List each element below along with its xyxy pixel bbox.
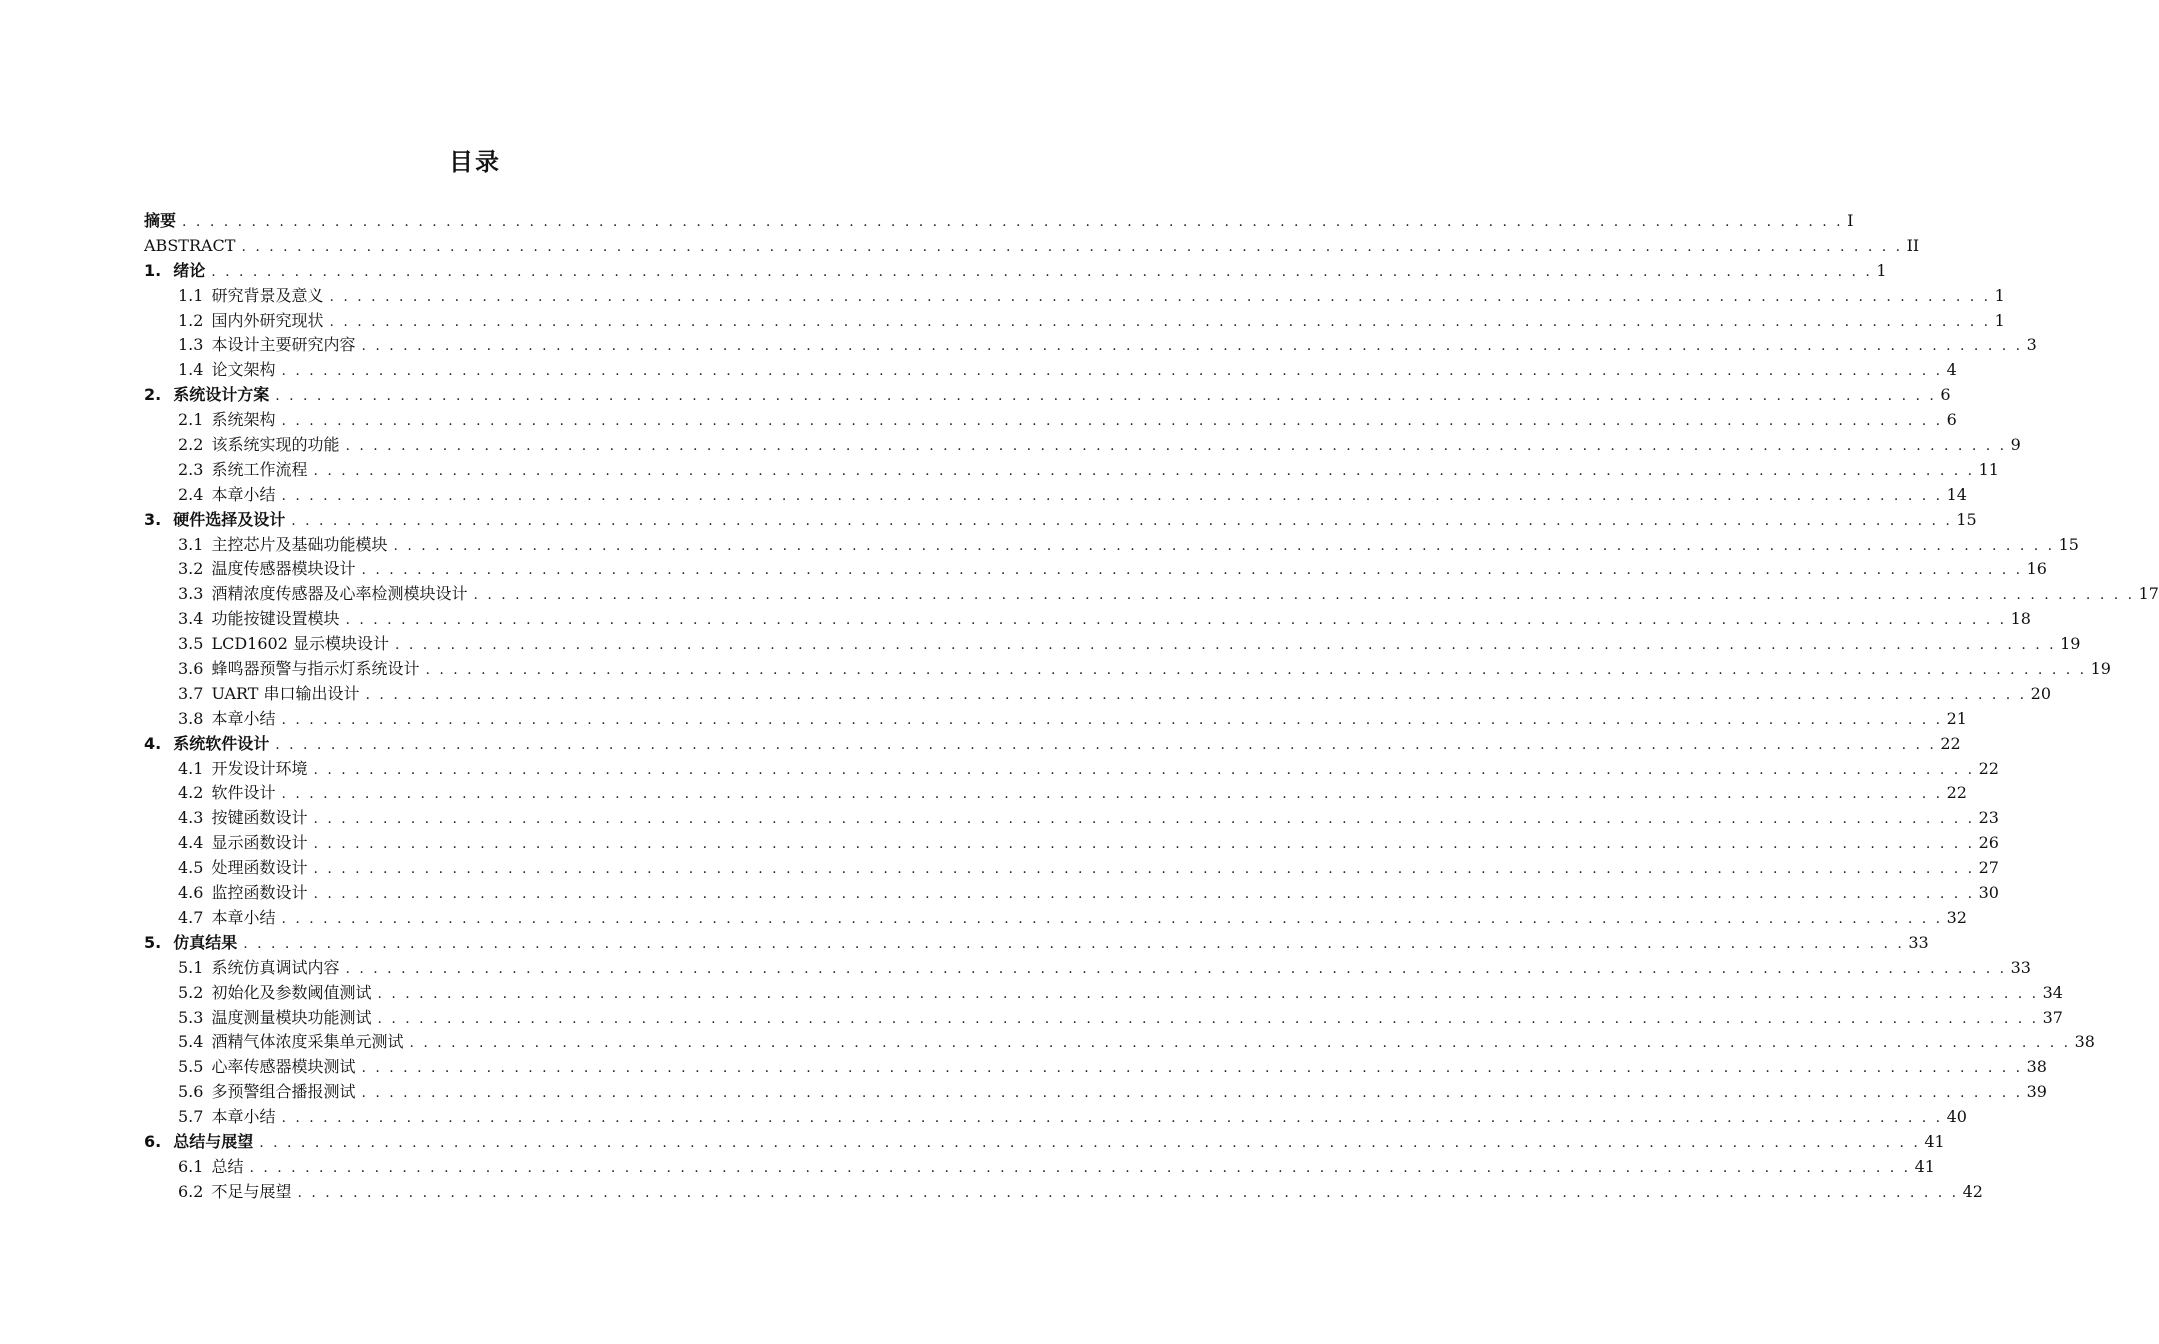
toc-section-entry[interactable] [144, 881, 1999, 906]
dot-leader: . . . . . . . . . . . . . . . . . . . . . . . . . . . . . . . . . . . . . . . . . . . . . . . . . . . . . . . . . . . . . . . . . . . . . . . . . . . . . . . . . . . . . . . . . . . . . . . . . . . . . . . . . . . . . . . . . . . . . . . . [313, 836, 1975, 853]
entry-title: 本章小结 [211, 484, 276, 504]
entry-number: 3.5 [178, 634, 204, 654]
dot-leader: . . . . . . . . . . . . . . . . . . . . . . . . . . . . . . . . . . . . . . . . . . . . . . . . . . . . . . . . . . . . . . . . . . . . . . . . . . . . . . . . . . . . . . . . . . . . . . . . . . . . . . . . . . . . . . . . . . . . . . . . [313, 462, 1975, 479]
entry-number: 1. [144, 260, 162, 280]
page-number: 33 [2010, 957, 2031, 977]
entry-title: 主控芯片及基础功能模块 [211, 534, 388, 554]
entry-title: 多预警组合播报测试 [211, 1082, 356, 1102]
entry-number: 5.6 [178, 1082, 204, 1102]
entry-number: 6.2 [178, 1181, 204, 1201]
toc-section-entry[interactable] [144, 309, 2005, 334]
page-number: 27 [1978, 858, 1999, 878]
page-number: 1 [1876, 260, 1887, 280]
dot-leader: . . . . . . . . . . . . . . . . . . . . . . . . . . . . . . . . . . . . . . . . . . . . . . . . . . . . . . . . . . . . . . . . . . . . . . . . . . . . . . . . . . . . . . . . . . . . . . . . . . . . . . . . . . . . . . . . . . . . . . . . [281, 711, 1943, 728]
page-title: 目录 [449, 148, 501, 176]
entry-title: 开发设计环境 [211, 758, 308, 778]
page-number: 37 [2042, 1007, 2063, 1027]
entry-title: 研究背景及意义 [211, 285, 324, 305]
dot-leader: . . . . . . . . . . . . . . . . . . . . . . . . . . . . . . . . . . . . . . . . . . . . . . . . . . . . . . . . . . . . . . . . . . . . . . . . . . . . . . . . . . . . . . . . . . . . . . . . . . . . . . . . . . . . . . . . . . . . . . . . [281, 910, 1943, 927]
dot-leader: . . . . . . . . . . . . . . . . . . . . . . . . . . . . . . . . . . . . . . . . . . . . . . . . . . . . . . . . . . . . . . . . . . . . . . . . . . . . . . . . . . . . . . . . . . . . . . . . . . . . . . . . . . . . . . . . . . . . . . . . [313, 886, 1975, 903]
page-number: 11 [1978, 459, 1999, 479]
page-number: 39 [2026, 1082, 2047, 1102]
entry-title: 该系统实现的功能 [211, 435, 340, 455]
dot-leader: . . . . . . . . . . . . . . . . . . . . . . . . . . . . . . . . . . . . . . . . . . . . . . . . . . . . . . . . . . . . . . . . . . . . . . . . . . . . . . . . . . . . . . . . . . . . . . . . . . . . . . . . . . . . . . . . . . . . . . . . [377, 985, 2039, 1002]
entry-number: 4.1 [178, 758, 204, 778]
entry-title: UART 串口输出设计 [211, 683, 360, 703]
toc-section-entry[interactable] [144, 981, 2063, 1006]
entry-title: 总结与展望 [173, 1131, 254, 1151]
dot-leader: . . . . . . . . . . . . . . . . . . . . . . . . . . . . . . . . . . . . . . . . . . . . . . . . . . . . . . . . . . . . . . . . . . . . . . . . . . . . . . . . . . . . . . . . . . . . . . . . . . . . . . . . . . . . . . . . . . . . . . . . [329, 288, 1991, 305]
dot-leader: . . . . . . . . . . . . . . . . . . . . . . . . . . . . . . . . . . . . . . . . . . . . . . . . . . . . . . . . . . . . . . . . . . . . . . . . . . . . . . . . . . . . . . . . . . . . . . . . . . . . . . . . . . . . . . . . . . . . . . . . [329, 313, 1991, 330]
entry-number: 1.1 [178, 285, 204, 305]
page-number: 19 [2090, 659, 2111, 679]
toc-section-entry[interactable] [144, 781, 1967, 806]
entry-number: 4.6 [178, 883, 204, 903]
toc-chapter-entry[interactable] [144, 209, 1854, 234]
entry-number: 4. [144, 733, 162, 753]
entry-title: 摘要 [144, 211, 177, 230]
entry-title: 初始化及参数阈值测试 [211, 982, 372, 1002]
toc-chapter-entry[interactable] [144, 931, 1929, 956]
toc-chapter-entry[interactable] [144, 234, 1920, 259]
page-number: 21 [1946, 708, 1967, 728]
toc-section-entry[interactable] [144, 1180, 1983, 1205]
toc-section-entry[interactable] [144, 1155, 1935, 1180]
entry-title: 系统软件设计 [173, 733, 270, 753]
entry-number: 5.4 [178, 1032, 204, 1052]
entry-title: 心率传感器模块测试 [211, 1057, 356, 1077]
dot-leader: . . . . . . . . . . . . . . . . . . . . . . . . . . . . . . . . . . . . . . . . . . . . . . . . . . . . . . . . . . . . . . . . . . . . . . . . . . . . . . . . . . . . . . . . . . . . . . . . . . . . . . . . . . . . . . . . . . . . . . . . [361, 1060, 2023, 1077]
dot-leader: . . . . . . . . . . . . . . . . . . . . . . . . . . . . . . . . . . . . . . . . . . . . . . . . . . . . . . . . . . . . . . . . . . . . . . . . . . . . . . . . . . . . . . . . . . . . . . . . . . . . . . . . . . . . . . . . . . . . . . . . [425, 662, 2087, 679]
entry-number: 3. [144, 509, 162, 529]
toc-chapter-entry[interactable] [144, 1130, 1945, 1155]
dot-leader: . . . . . . . . . . . . . . . . . . . . . . . . . . . . . . . . . . . . . . . . . . . . . . . . . . . . . . . . . . . . . . . . . . . . . . . . . . . . . . . . . . . . . . . . . . . . . . . . . . . . . . . . . . . . . . . . . . . . . . . . [249, 1159, 1911, 1176]
toc-section-entry[interactable] [144, 906, 1967, 931]
entry-number: 3.8 [178, 708, 204, 728]
toc-section-entry[interactable] [144, 806, 1999, 831]
entry-number: 2.4 [178, 484, 204, 504]
entry-number: 5.5 [178, 1057, 204, 1077]
toc-section-entry[interactable] [144, 1055, 2047, 1080]
page-number: 23 [1978, 808, 1999, 828]
toc-section-entry[interactable] [144, 682, 2051, 707]
entry-number: 4.3 [178, 808, 204, 828]
entry-title: 温度传感器模块设计 [211, 559, 356, 579]
page-number: 30 [1978, 883, 1999, 903]
toc-section-entry[interactable] [144, 358, 1957, 383]
entry-number: 4.2 [178, 783, 204, 803]
entry-title: 系统仿真调试内容 [211, 957, 340, 977]
page-number: 15 [2058, 534, 2079, 554]
toc-chapter-entry[interactable] [144, 383, 1951, 408]
entry-title: 本章小结 [211, 907, 276, 927]
page-number: 26 [1978, 833, 1999, 853]
entry-number: 6. [144, 1131, 162, 1151]
page-number: II [1906, 235, 1920, 255]
dot-leader: . . . . . . . . . . . . . . . . . . . . . . . . . . . . . . . . . . . . . . . . . . . . . . . . . . . . . . . . . . . . . . . . . . . . . . . . . . . . . . . . . . . . . . . . . . . . . . . . . . . . . . . . . . . . . . . . . . . . . . . . [291, 512, 1953, 529]
toc-section-entry[interactable] [144, 458, 1999, 483]
entry-number: 6.1 [178, 1156, 204, 1176]
entry-title: 酒精浓度传感器及心率检测模块设计 [211, 584, 468, 604]
dot-leader: . . . . . . . . . . . . . . . . . . . . . . . . . . . . . . . . . . . . . . . . . . . . . . . . . . . . . . . . . . . . . . . . . . . . . . . . . . . . . . . . . . . . . . . . . . . . . . . . . . . . . . . . . . . . . . . . . . . . . . . . [361, 1085, 2023, 1102]
toc-section-entry[interactable] [144, 483, 1967, 508]
entry-number: 3.6 [178, 659, 204, 679]
dot-leader: . . . . . . . . . . . . . . . . . . . . . . . . . . . . . . . . . . . . . . . . . . . . . . . . . . . . . . . . . . . . . . . . . . . . . . . . . . . . . . . . . . . . . . . . . . . . . . . . . . . . . . . . . . . . . . . . . . . . . . . . [241, 238, 1903, 255]
page-number: 42 [1962, 1181, 1983, 1201]
dot-leader: . . . . . . . . . . . . . . . . . . . . . . . . . . . . . . . . . . . . . . . . . . . . . . . . . . . . . . . . . . . . . . . . . . . . . . . . . . . . . . . . . . . . . . . . . . . . . . . . . . . . . . . . . . . . . . . . . . . . . . . . [377, 1010, 2039, 1027]
dot-leader: . . . . . . . . . . . . . . . . . . . . . . . . . . . . . . . . . . . . . . . . . . . . . . . . . . . . . . . . . . . . . . . . . . . . . . . . . . . . . . . . . . . . . . . . . . . . . . . . . . . . . . . . . . . . . . . . . . . . . . . . [275, 388, 1937, 405]
dot-leader: . . . . . . . . . . . . . . . . . . . . . . . . . . . . . . . . . . . . . . . . . . . . . . . . . . . . . . . . . . . . . . . . . . . . . . . . . . . . . . . . . . . . . . . . . . . . . . . . . . . . . . . . . . . . . . . . . . . . . . . . [313, 811, 1975, 828]
entry-number: 4.7 [178, 907, 204, 927]
dot-leader: . . . . . . . . . . . . . . . . . . . . . . . . . . . . . . . . . . . . . . . . . . . . . . . . . . . . . . . . . . . . . . . . . . . . . . . . . . . . . . . . . . . . . . . . . . . . . . . . . . . . . . . . . . . . . . . . . . . . . . . . [393, 537, 2055, 554]
entry-title: 总结 [211, 1156, 244, 1176]
dot-leader: . . . . . . . . . . . . . . . . . . . . . . . . . . . . . . . . . . . . . . . . . . . . . . . . . . . . . . . . . . . . . . . . . . . . . . . . . . . . . . . . . . . . . . . . . . . . . . . . . . . . . . . . . . . . . . . . . . . . . . . . [281, 487, 1943, 504]
entry-title: 按键函数设计 [211, 808, 308, 828]
page-number: 1 [1994, 310, 2005, 330]
entry-title: 本章小结 [211, 1107, 276, 1127]
dot-leader: . . . . . . . . . . . . . . . . . . . . . . . . . . . . . . . . . . . . . . . . . . . . . . . . . . . . . . . . . . . . . . . . . . . . . . . . . . . . . . . . . . . . . . . . . . . . . . . . . . . . . . . . . . . . . . . . . . . . . . . . [394, 637, 2057, 654]
entry-number: 5. [144, 932, 162, 952]
dot-leader: . . . . . . . . . . . . . . . . . . . . . . . . . . . . . . . . . . . . . . . . . . . . . . . . . . . . . . . . . . . . . . . . . . . . . . . . . . . . . . . . . . . . . . . . . . . . . . . . . . . . . . . . . . . . . . . . . . . . . . . . [275, 736, 1937, 753]
page-number: 19 [2060, 634, 2081, 654]
entry-title: 系统设计方案 [173, 385, 270, 405]
toc-chapter-entry[interactable] [144, 732, 1961, 757]
dot-leader: . . . . . . . . . . . . . . . . . . . . . . . . . . . . . . . . . . . . . . . . . . . . . . . . . . . . . . . . . . . . . . . . . . . . . . . . . . . . . . . . . . . . . . . . . . . . . . . . . . . . . . . . . . . . . . . . . . . . . . . . [281, 413, 1943, 430]
page-number: 15 [1956, 509, 1977, 529]
page-number: 17 [2138, 584, 2159, 604]
page-number: 22 [1978, 758, 1999, 778]
entry-number: 1.2 [178, 310, 204, 330]
entry-title: 仿真结果 [173, 932, 238, 952]
dot-leader: . . . . . . . . . . . . . . . . . . . . . . . . . . . . . . . . . . . . . . . . . . . . . . . . . . . . . . . . . . . . . . . . . . . . . . . . . . . . . . . . . . . . . . . . . . . . . . . . . . . . . . . . . . . . . . . . . . . . . . . . [281, 786, 1943, 803]
dot-leader: . . . . . . . . . . . . . . . . . . . . . . . . . . . . . . . . . . . . . . . . . . . . . . . . . . . . . . . . . . . . . . . . . . . . . . . . . . . . . . . . . . . . . . . . . . . . . . . . . . . . . . . . . . . . . . . . . . . . . . . . [211, 263, 1873, 280]
page-number: I [1847, 211, 1854, 230]
entry-title: 硬件选择及设计 [173, 509, 286, 529]
toc-chapter-entry[interactable] [144, 508, 1977, 533]
page-number: 38 [2074, 1032, 2095, 1052]
entry-number: 3.7 [178, 683, 204, 703]
dot-leader: . . . . . . . . . . . . . . . . . . . . . . . . . . . . . . . . . . . . . . . . . . . . . . . . . . . . . . . . . . . . . . . . . . . . . . . . . . . . . . . . . . . . . . . . . . . . . . . . . . . . . . . . . . . . . . . . . . . . . . . . [182, 214, 1844, 230]
entry-title: 本设计主要研究内容 [211, 335, 356, 355]
entry-number: 3.2 [178, 559, 204, 579]
page-number: 3 [2026, 335, 2037, 355]
entry-title: 蜂鸣器预警与指示灯系统设计 [211, 659, 420, 679]
page-number: 18 [2010, 609, 2031, 629]
dot-leader: . . . . . . . . . . . . . . . . . . . . . . . . . . . . . . . . . . . . . . . . . . . . . . . . . . . . . . . . . . . . . . . . . . . . . . . . . . . . . . . . . . . . . . . . . . . . . . . . . . . . . . . . . . . . . . . . . . . . . . . . [365, 686, 2027, 703]
toc-section-entry[interactable] [144, 1006, 2063, 1031]
toc-section-entry[interactable] [144, 956, 2031, 981]
entry-number: 2. [144, 385, 162, 405]
page-number: 6 [1940, 385, 1951, 405]
entry-number: 3.4 [178, 609, 204, 629]
toc-section-entry[interactable] [144, 582, 2159, 607]
entry-title: 系统架构 [211, 410, 276, 430]
entry-number: 1.3 [178, 335, 204, 355]
entry-title: 功能按键设置模块 [211, 609, 340, 629]
page-number: 34 [2042, 982, 2063, 1002]
page-number: 4 [1946, 360, 1957, 380]
entry-number: 3.3 [178, 584, 204, 604]
toc-section-entry[interactable] [144, 533, 2079, 558]
toc-section-entry[interactable] [144, 408, 1957, 433]
entry-title: 论文架构 [211, 360, 276, 380]
entry-number: 3.1 [178, 534, 204, 554]
page-number: 14 [1946, 484, 1967, 504]
entry-title: 系统工作流程 [211, 459, 308, 479]
page-number: 41 [1924, 1131, 1945, 1151]
dot-leader: . . . . . . . . . . . . . . . . . . . . . . . . . . . . . . . . . . . . . . . . . . . . . . . . . . . . . . . . . . . . . . . . . . . . . . . . . . . . . . . . . . . . . . . . . . . . . . . . . . . . . . . . . . . . . . . . . . . . . . . . [409, 1035, 2071, 1052]
page-number: 40 [1946, 1107, 1967, 1127]
toc-section-entry[interactable] [144, 757, 1999, 782]
entry-title: ABSTRACT [144, 235, 236, 255]
entry-number: 5.7 [178, 1107, 204, 1127]
entry-title: 不足与展望 [211, 1181, 292, 1201]
dot-leader: . . . . . . . . . . . . . . . . . . . . . . . . . . . . . . . . . . . . . . . . . . . . . . . . . . . . . . . . . . . . . . . . . . . . . . . . . . . . . . . . . . . . . . . . . . . . . . . . . . . . . . . . . . . . . . . . . . . . . . . . [313, 761, 1975, 778]
page-number: 22 [1940, 733, 1961, 753]
dot-leader: . . . . . . . . . . . . . . . . . . . . . . . . . . . . . . . . . . . . . . . . . . . . . . . . . . . . . . . . . . . . . . . . . . . . . . . . . . . . . . . . . . . . . . . . . . . . . . . . . . . . . . . . . . . . . . . . . . . . . . . . [297, 1184, 1959, 1201]
entry-title: 酒精气体浓度采集单元测试 [211, 1032, 404, 1052]
entry-title: 本章小结 [211, 708, 276, 728]
toc-section-entry[interactable] [144, 1105, 1967, 1130]
toc-section-entry[interactable] [144, 557, 2047, 582]
page-number: 1 [1994, 285, 2005, 305]
dot-leader: . . . . . . . . . . . . . . . . . . . . . . . . . . . . . . . . . . . . . . . . . . . . . . . . . . . . . . . . . . . . . . . . . . . . . . . . . . . . . . . . . . . . . . . . . . . . . . . . . . . . . . . . . . . . . . . . . . . . . . . . [281, 1110, 1943, 1127]
page-number: 6 [1946, 410, 1957, 430]
dot-leader: . . . . . . . . . . . . . . . . . . . . . . . . . . . . . . . . . . . . . . . . . . . . . . . . . . . . . . . . . . . . . . . . . . . . . . . . . . . . . . . . . . . . . . . . . . . . . . . . . . . . . . . . . . . . . . . . . . . . . . . . [313, 861, 1975, 878]
entry-title: LCD1602 显示模块设计 [211, 634, 389, 654]
toc-section-entry[interactable] [144, 284, 2005, 309]
entry-title: 显示函数设计 [211, 833, 308, 853]
dot-leader: . . . . . . . . . . . . . . . . . . . . . . . . . . . . . . . . . . . . . . . . . . . . . . . . . . . . . . . . . . . . . . . . . . . . . . . . . . . . . . . . . . . . . . . . . . . . . . . . . . . . . . . . . . . . . . . . . . . . . . . . [361, 338, 2023, 355]
dot-leader: . . . . . . . . . . . . . . . . . . . . . . . . . . . . . . . . . . . . . . . . . . . . . . . . . . . . . . . . . . . . . . . . . . . . . . . . . . . . . . . . . . . . . . . . . . . . . . . . . . . . . . . . . . . . . . . . . . . . . . . . [281, 363, 1943, 380]
entry-title: 温度测量模块功能测试 [211, 1007, 372, 1027]
toc-section-entry[interactable] [144, 831, 1999, 856]
page-number: 38 [2026, 1057, 2047, 1077]
page-number: 22 [1946, 783, 1967, 803]
dot-leader: . . . . . . . . . . . . . . . . . . . . . . . . . . . . . . . . . . . . . . . . . . . . . . . . . . . . . . . . . . . . . . . . . . . . . . . . . . . . . . . . . . . . . . . . . . . . . . . . . . . . . . . . . . . . . . . . . . . . . . . . [259, 1134, 1921, 1151]
dot-leader: . . . . . . . . . . . . . . . . . . . . . . . . . . . . . . . . . . . . . . . . . . . . . . . . . . . . . . . . . . . . . . . . . . . . . . . . . . . . . . . . . . . . . . . . . . . . . . . . . . . . . . . . . . . . . . . . . . . . . . . . [345, 438, 2007, 455]
page-number: 41 [1914, 1156, 1935, 1176]
entry-number: 1.4 [178, 360, 204, 380]
entry-title: 监控函数设计 [211, 883, 308, 903]
toc-section-entry[interactable] [144, 1080, 2047, 1105]
entry-title: 绪论 [173, 260, 206, 280]
dot-leader: . . . . . . . . . . . . . . . . . . . . . . . . . . . . . . . . . . . . . . . . . . . . . . . . . . . . . . . . . . . . . . . . . . . . . . . . . . . . . . . . . . . . . . . . . . . . . . . . . . . . . . . . . . . . . . . . . . . . . . . . [345, 960, 2007, 977]
page-number: 9 [2010, 435, 2021, 455]
entry-number: 5.3 [178, 1007, 204, 1027]
entry-number: 2.3 [178, 459, 204, 479]
entry-number: 5.2 [178, 982, 204, 1002]
toc-section-entry[interactable] [144, 433, 2021, 458]
toc-section-entry[interactable] [144, 707, 1967, 732]
toc-section-entry[interactable] [144, 632, 2081, 657]
toc-section-entry[interactable] [144, 657, 2111, 682]
entry-title: 软件设计 [211, 783, 276, 803]
entry-number: 2.2 [178, 435, 204, 455]
page-number: 16 [2026, 559, 2047, 579]
entry-number: 2.1 [178, 410, 204, 430]
table-of-contents [144, 209, 2159, 1205]
entry-title: 处理函数设计 [211, 858, 308, 878]
page-number: 32 [1946, 907, 1967, 927]
dot-leader: . . . . . . . . . . . . . . . . . . . . . . . . . . . . . . . . . . . . . . . . . . . . . . . . . . . . . . . . . . . . . . . . . . . . . . . . . . . . . . . . . . . . . . . . . . . . . . . . . . . . . . . . . . . . . . . . . . . . . . . . [243, 935, 1905, 952]
entry-title: 国内外研究现状 [211, 310, 324, 330]
dot-leader: . . . . . . . . . . . . . . . . . . . . . . . . . . . . . . . . . . . . . . . . . . . . . . . . . . . . . . . . . . . . . . . . . . . . . . . . . . . . . . . . . . . . . . . . . . . . . . . . . . . . . . . . . . . . . . . . . . . . . . . . [361, 562, 2023, 579]
dot-leader: . . . . . . . . . . . . . . . . . . . . . . . . . . . . . . . . . . . . . . . . . . . . . . . . . . . . . . . . . . . . . . . . . . . . . . . . . . . . . . . . . . . . . . . . . . . . . . . . . . . . . . . . . . . . . . . . . . . . . . . . [345, 612, 2007, 629]
page-number: 33 [1908, 932, 1929, 952]
dot-leader: . . . . . . . . . . . . . . . . . . . . . . . . . . . . . . . . . . . . . . . . . . . . . . . . . . . . . . . . . . . . . . . . . . . . . . . . . . . . . . . . . . . . . . . . . . . . . . . . . . . . . . . . . . . . . . . . . . . . . . . . [473, 587, 2135, 604]
entry-number: 5.1 [178, 957, 204, 977]
toc-section-entry[interactable] [144, 1030, 2095, 1055]
toc-section-entry[interactable] [144, 856, 1999, 881]
toc-section-entry[interactable] [144, 333, 2037, 358]
entry-number: 4.5 [178, 858, 204, 878]
entry-number: 4.4 [178, 833, 204, 853]
toc-section-entry[interactable] [144, 607, 2031, 632]
page-number: 20 [2030, 683, 2051, 703]
toc-chapter-entry[interactable] [144, 259, 1887, 284]
